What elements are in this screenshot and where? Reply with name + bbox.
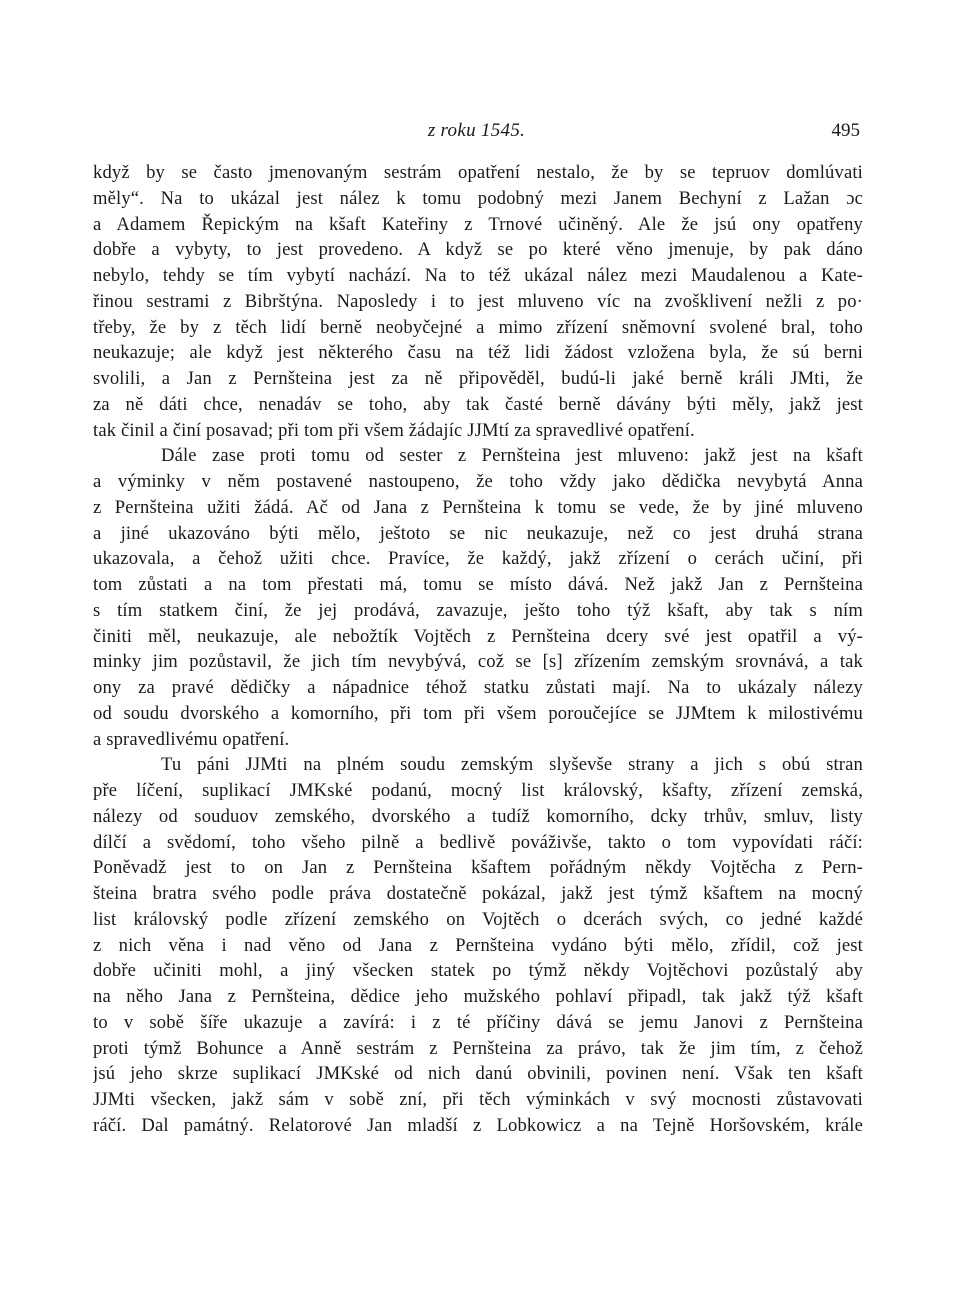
text-line: třeby, že by z těch lidí berně neobyčejné a mimo zřízení sněmovní svolené bral, toho bbox=[93, 316, 863, 338]
text-line: za ně dáti chce, nenadáv se toho, aby tak časté berně dávány býti měly, jakž jest bbox=[93, 393, 863, 415]
text-line: tak činil a činí posavad; při tom při všem žádajíc JJMtí za spravedlivé opatření. bbox=[93, 419, 695, 441]
text-line: s tím statkem činí, že jej prodává, zavazuje, ješto toho týž kšaft, aby tak s ním bbox=[93, 599, 863, 621]
text-line: a výminky v něm postavené nastoupeno, že toho vždy jako dědička nevybytá Anna bbox=[93, 471, 863, 492]
text-line: JJMti všecken, jakž sám v sobě zní, při těch výminkách v svý mocnosti zůstavovati bbox=[93, 1089, 863, 1110]
text-line: řinou sestrami z Bibrštýna. Naposledy i to jest mluveno víc na zvošklivení nežli z po· bbox=[93, 290, 863, 312]
text-line: ukazovala, a čehož užiti chce. Pravíce, že každý, jakž zřízení o cerách učiní, při bbox=[93, 548, 863, 570]
text-line: z nich věna i nad věno od Jana z Pernšteina vydáno býti mělo, zřídil, což jest bbox=[93, 934, 863, 956]
text-line: a jiné ukazováno býti mělo, ještoto se nic neukazuje, než co jest druhá strana bbox=[93, 522, 863, 544]
page-number: 495 bbox=[831, 120, 860, 141]
text-line: dobře učiniti mohl, a jiný všecken statek po týmž někdy Vojtěchovi pozůstalý aby bbox=[93, 960, 863, 982]
text-line: šteina bratra svého podle práva dostatečně pokázal, jakž jest týmž kšaftem na mocný bbox=[93, 883, 863, 904]
text-line: dílčí a svědomí, toho všeho pilně a bedlivě pováživše, takto o tom vypovídati ráčí: bbox=[93, 831, 863, 853]
text-line: Tu páni JJMti na plném soudu zemským slyševše strany a jich s obú stran bbox=[161, 754, 863, 776]
text-line: jsú jeho skrze suplikací JMKské od nich danú obvinili, povinen není. Však ten kšaft bbox=[93, 1063, 863, 1085]
text-line: a Adamem Řepickým na kšaft Kateřiny z Trnové učiněný. Ale že jsú ony opatřeny bbox=[93, 213, 863, 235]
text-line: list královský podle zřízení zemského on Vojtěch o dcerách svých, co jedné každé bbox=[93, 908, 863, 930]
text-line: když by se často jmenovaným sestrám opatření nestalo, že by se tepruov domlúvati bbox=[93, 162, 863, 183]
text-line: činiti měl, neukazuje, ale nebožtík Vojtěch z Pernšteina dcery své jest opatřil a vý- bbox=[93, 625, 863, 647]
text-line: to v sobě šíře ukazuje a zavírá: i z té příčiny dává se jemu Janovi z Pernšteina bbox=[93, 1011, 863, 1033]
text-line: Poněvadž jest to on Jan z Pernšteina kšaftem pořádným někdy Vojtěcha z Pern- bbox=[93, 857, 863, 879]
text-line: ráčí. Dal památný. Relatorové Jan mladší z Lobkowicz a na Tejně Horšovském, krále bbox=[93, 1114, 863, 1136]
running-title: z roku 1545. bbox=[427, 120, 526, 141]
text-line: ony za pravé dědičky a nápadnice téhož statku zůstati mají. Na to ukázaly nálezy bbox=[93, 677, 863, 698]
text-line: na něho Jana z Pernšteina, dědice jeho mužského pohlaví připadl, tak jakž týž kšaft bbox=[93, 986, 863, 1007]
text-line: dobře a vybyty, to jest provedeno. A když se po které věno jmenuje, by pak dáno bbox=[93, 239, 863, 261]
text-line: pře líčení, suplikací JMKské podanú, mocný list královský, kšafty, zřízení zemská, bbox=[93, 780, 863, 801]
text-line: od soudu dvorského a komorního, při tom při všem poroučejíce se JJMtem k milostivému bbox=[93, 702, 863, 724]
text-line: svolili, a Jan z Pernšteina jest za ně připověděl, budú-li jaké berně králi JMti, že bbox=[93, 368, 863, 389]
text-line: tom zůstati a na tom přestati má, tomu se místo dává. Než jakž Jan z Pernšteina bbox=[93, 574, 863, 595]
text-line: a spravedlivému opatření. bbox=[93, 728, 290, 750]
text-line: nálezy od souduov zemského, dvorského a tudíž komorního, dcky trhův, smluv, listy bbox=[93, 805, 863, 827]
text-line: z Pernšteina užiti žádá. Ač od Jana z Pernšteina k tomu se vede, že by jiné mluveno bbox=[93, 496, 863, 518]
text-line: minky jim pozůstavil, že jich tím nevybývá, což se [s] zřízením zemským srovnává, a tak bbox=[93, 651, 863, 673]
text-line: nebylo, tehdy se tím vybytí nachází. Na to též ukázal nález mezi Maudalenou a Kate- bbox=[93, 265, 863, 286]
running-head bbox=[93, 120, 860, 148]
text-line: neukazuje; ale když jest některého času na též lidi žádost vzložena byla, že sú berni bbox=[93, 342, 863, 364]
body-text bbox=[93, 160, 863, 1139]
text-line: měly“. Na to ukázal jest nález k tomu podobný mezi Janem Bechyní z Lažan ɔc bbox=[93, 187, 863, 209]
text-line: proti týmž Bohunce a Anně sestrám z Pernšteina za právo, tak že jim tím, z čehož bbox=[93, 1037, 863, 1059]
text-line: Dále zase proti tomu od sester z Pernšteina jest mluveno: jakž jest na kšaft bbox=[161, 445, 863, 467]
